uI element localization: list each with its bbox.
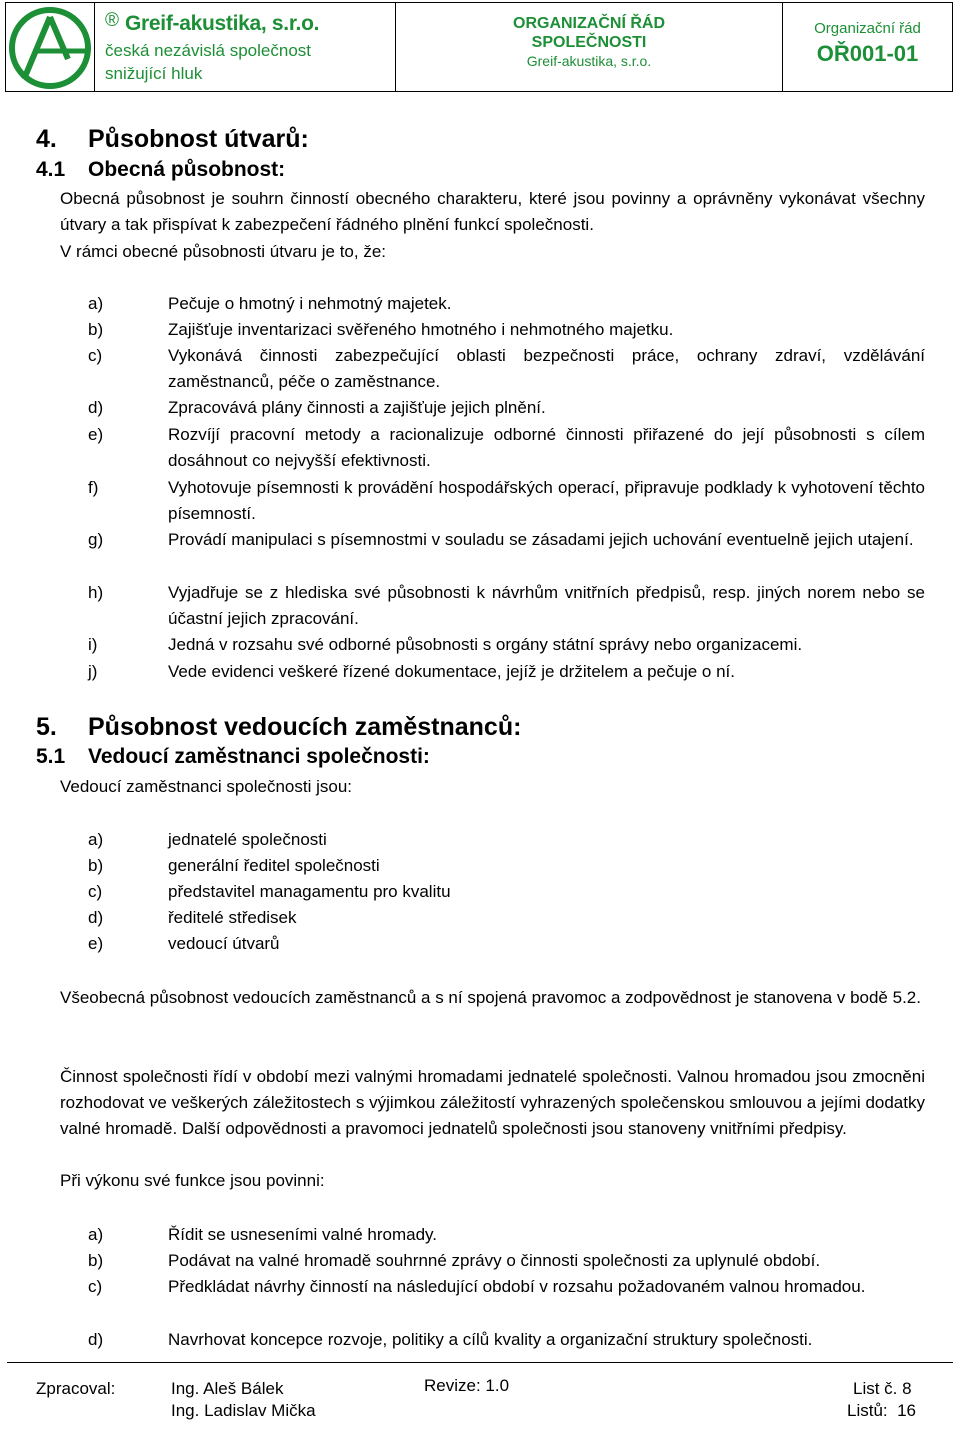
page-count: Listů: 16: [847, 1401, 916, 1420]
list-item: [88, 931, 925, 957]
section-5-1-title: Vedoucí zaměstnanci společnosti:: [88, 745, 430, 768]
list-item: [88, 827, 925, 853]
section-4-intro-1: Obecná působnost je souhrn činností obecného charakteru, které jsou povinny a oprávněny vykonávat všechny útvary a tak přispívat k zabezpečení řádného plnění funkcí společnosti.: [60, 189, 925, 234]
list-item-label: b): [88, 1251, 104, 1270]
section-5-title: Působnost vedoucích zaměstnanců:: [88, 713, 522, 741]
list-item-label: j): [88, 662, 98, 681]
list-item-text: jednatelé společnosti: [168, 830, 327, 849]
list-item: [88, 343, 925, 395]
list-item-label: c): [88, 1277, 103, 1296]
company-cell: [95, 3, 396, 91]
paragraph-general-scope: Všeobecná působnost vedoucích zaměstnanců a s ní spojená pravomoc a zodpovědnost je stanovena v bodě 5.2.: [60, 988, 921, 1007]
title-cell: [396, 3, 783, 91]
revision: Revize: 1.0: [424, 1376, 510, 1395]
list-item-text: Jedná v rozsahu své odborné působnosti s orgány státní správy nebo organizacemi.: [168, 635, 803, 654]
company-tagline-1: česká nezávislá společnost: [105, 41, 312, 60]
list-item: [88, 659, 925, 685]
section-4-heading: [36, 125, 309, 154]
list-item-text: Navrhovat koncepce rozvoje, politiky a cílů kvality a organizační struktury společnosti.: [168, 1330, 813, 1349]
list-item: [88, 905, 925, 931]
list-item-label: d): [88, 398, 104, 417]
author-1: Ing. Aleš Bálek: [171, 1379, 284, 1398]
list-item: [88, 1274, 925, 1300]
list-item-text: ředitelé středisek: [168, 908, 297, 927]
page-number: List č. 8: [853, 1379, 912, 1398]
doc-code: OŘ001-01: [816, 41, 919, 66]
list-item-label: b): [88, 320, 104, 339]
list-item-text: generální ředitel společnosti: [168, 856, 380, 875]
list-item-label: d): [88, 908, 104, 927]
list-item-text: Vyjadřuje se z hlediska své působnosti k návrhům vnitřních předpisů, resp. jiných norem nebo se účastní jejich zpracování.: [168, 583, 925, 628]
list-item-text: Vyhotovuje písemnosti k provádění hospodářských operací, připravuje podklady k vyhotovení těchto písemností.: [168, 478, 925, 523]
doc-title-3: Greif-akustika, s.r.o.: [526, 53, 652, 69]
list-item: [88, 853, 925, 879]
section-4-1-number: 4.1: [36, 158, 66, 181]
list-item-label: d): [88, 1330, 104, 1349]
list-item-text: Vykonává činnosti zabezpečující oblasti bezpečnosti práce, ochrany zdraví, vzdělávání zaměstnanců, péče o zaměstnance.: [168, 346, 925, 391]
list-item-label: a): [88, 294, 104, 313]
document-header: [5, 2, 953, 92]
section-5-1-heading: [36, 745, 430, 769]
section-4-intro-2: V rámci obecné působnosti útvaru je to, že:: [60, 242, 387, 261]
paragraph-company-activity: Činnost společnosti řídí v období mezi valnými hromadami jednatelé společnosti. Valnou hromadou jsou zmocněni rozhodovat ve veškerých záležitostech s výjimkou záležitostí vyhrazených společenskou smlouvou a jejími dodatky valné hromadě. Další odpovědnosti a pravomoci jednatelů společnosti jsou stanoveny vnitřními předpisy.: [60, 1067, 925, 1138]
list-item-label: e): [88, 934, 104, 953]
section-4-title: Působnost útvarů:: [88, 125, 309, 153]
list-item: [88, 317, 925, 343]
list-item-label: b): [88, 856, 104, 875]
list-item-text: Předkládat návrhy činností na následující období v rozsahu požadovaném valnou hromadou.: [168, 1277, 866, 1296]
section-4-number: 4.: [36, 125, 57, 153]
section-5-heading: [36, 713, 521, 742]
list-item-label: e): [88, 425, 104, 444]
list-item-text: vedoucí útvarů: [168, 934, 280, 953]
list-item: [88, 632, 925, 658]
doc-title-2: SPOLEČNOSTI: [531, 34, 647, 51]
author-2: Ing. Ladislav Mička: [171, 1401, 316, 1420]
list-item-text: představitel managamentu pro kvalitu: [168, 882, 451, 901]
list-item-text: Pečuje o hmotný i nehmotný majetek.: [168, 294, 452, 313]
list-item-text: Zpracovává plány činnosti a zajišťuje jejich plnění.: [168, 398, 546, 417]
section-5-1-number: 5.1: [36, 745, 66, 768]
code-cell: [783, 3, 952, 91]
list-item: [88, 395, 925, 421]
list-item-text: Řídit se usneseními valné hromady.: [168, 1225, 437, 1244]
section-5-number: 5.: [36, 713, 57, 741]
doc-title-1: ORGANIZAČNÍ ŘÁD: [513, 15, 665, 32]
list-item-label: c): [88, 882, 103, 901]
duties-intro: Při výkonu své funkce jsou povinni:: [60, 1171, 325, 1190]
list-item-text: Podávat na valné hromadě souhrnné zprávy o činnosti společnosti za uplynulé období.: [168, 1251, 821, 1270]
document-footer: [7, 1362, 953, 1433]
company-name: Greif-akustika, s.r.o.: [125, 12, 320, 35]
list-item-label: h): [88, 583, 104, 602]
list-item: [88, 291, 925, 317]
registered-mark: ®: [105, 10, 119, 31]
company-logo: [6, 3, 94, 91]
list-item-label: a): [88, 830, 104, 849]
list-item-label: g): [88, 530, 104, 549]
list-item: [88, 475, 925, 527]
list-item-label: i): [88, 635, 98, 654]
list-item-text: Zajišťuje inventarizaci svěřeného hmotného i nehmotného majetku.: [168, 320, 674, 339]
doc-type: Organizační řád: [814, 20, 921, 37]
list-item: [88, 1222, 925, 1248]
section-4-1-title: Obecná působnost:: [88, 158, 286, 181]
list-item: [88, 879, 925, 905]
list-item-label: c): [88, 346, 103, 365]
list-item-label: a): [88, 1225, 104, 1244]
list-item: [88, 422, 925, 474]
company-tagline-2: snižující hluk: [105, 64, 203, 83]
list-item: [88, 527, 925, 553]
list-item-label: f): [88, 478, 99, 497]
section-4-1-heading: [36, 158, 285, 182]
list-item: [88, 580, 925, 632]
list-item: [88, 1248, 925, 1274]
section-5-intro: Vedoucí zaměstnanci společnosti jsou:: [60, 777, 353, 796]
list-item: [88, 1327, 925, 1353]
list-item-text: Rozvíjí pracovní metody a racionalizuje odborné činnosti přiřazené do její působnosti s cílem dosáhnout co nejvyšší efektivnosti.: [168, 425, 925, 470]
list-item-text: Vede evidenci veškeré řízené dokumentace, jejíž je držitelem a pečuje o ní.: [168, 662, 735, 681]
logo-cell: [6, 3, 95, 91]
list-item-text: Provádí manipulaci s písemnostmi v souladu se zásadami jejich uchování eventuelně jejich utajení.: [168, 530, 914, 549]
prepared-label: Zpracoval:: [36, 1379, 116, 1398]
